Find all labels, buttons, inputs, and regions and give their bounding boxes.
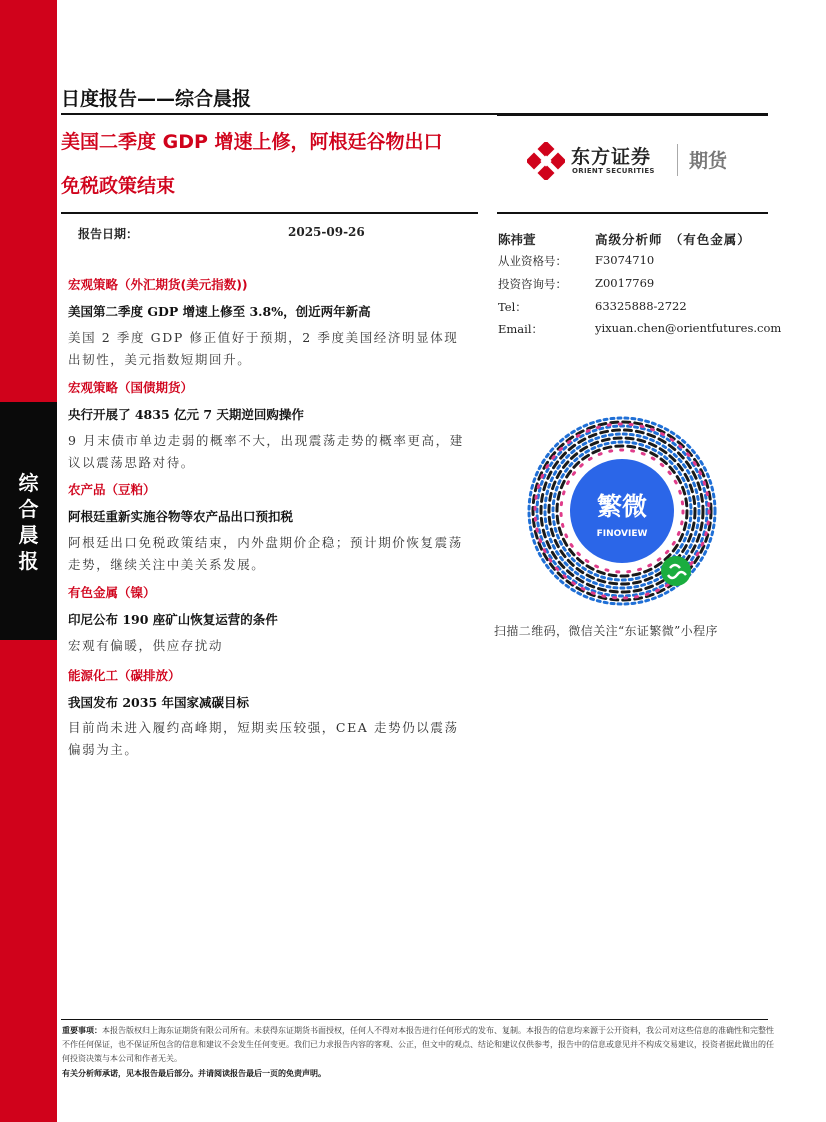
disclaimer-footer: 有关分析师承诺，见本报告最后部分。并请阅读报告最后一页的免责声明。 — [62, 1068, 326, 1078]
analyst-row — [498, 299, 687, 315]
company-logo — [527, 140, 767, 180]
section-body: 宏观有偏暖，供应存扰动 — [68, 638, 224, 653]
title-line: 免税政策结束 — [61, 175, 176, 197]
section-heading: 宏观策略（外汇期货(美元指数)) — [68, 277, 248, 292]
analyst-row-value: F3074710 — [595, 253, 655, 267]
logo-diamond-icon — [527, 142, 565, 180]
logo-top-divider — [497, 115, 768, 116]
logo-division: 期货 — [689, 150, 728, 172]
title-divider — [61, 212, 478, 214]
page-title — [61, 120, 491, 208]
disclaimer-text: 本报告版权归上海东证期货有限公司所有。未获得东证期货书面授权，任何人不得对本报告进行任何形式的发布、复制。本报告的信息均来源于公开资料，我公司对这些信息的准确性和完整性不作任何保证，也不保证所包含的信息和建议不会发生任何变更。我们已力求报告内容的客观、公正，但文中的观点、结论和建议仅供参考，报告中的信息或意见并不构成交易建议，投资者据此做出的任何投资决策与本公司和作者无关。 — [62, 1026, 774, 1063]
analyst-row — [498, 253, 655, 269]
section-heading: 有色金属（镍） — [68, 585, 156, 600]
analyst-title: 高级分析师 （有色金属） — [595, 232, 751, 247]
sidebar-char: 报 — [18, 549, 39, 573]
section-heading: 宏观策略（国债期货） — [68, 380, 194, 395]
analyst-header — [498, 230, 751, 248]
analyst-row-label: Tel： — [498, 300, 527, 314]
sidebar-char: 晨 — [18, 523, 39, 547]
analyst-row-value: Z0017769 — [595, 276, 655, 290]
report-date-value: 2025-09-26 — [288, 225, 365, 239]
sidebar-char: 合 — [18, 497, 39, 521]
qr-center-sub: FINOVIEW — [596, 529, 648, 539]
logo-separator — [677, 144, 678, 176]
section-body: 美国 2 季度 GDP 修正值好于预期，2 季度美国经济明显体现出韧性，美元指数短期回升。 — [68, 330, 459, 367]
analyst-row — [498, 321, 782, 337]
section-subheading: 美国第二季度 GDP 增速上修至 3.8%，创近两年新高 — [68, 304, 371, 319]
section-body: 目前尚未进入履约高峰期，短期卖压较强，CEA 走势仍以震荡偏弱为主。 — [68, 720, 459, 757]
analyst-row — [498, 276, 655, 292]
disclaimer-label: 重要事项： — [62, 1025, 102, 1035]
sidebar-label — [0, 470, 57, 574]
analyst-name: 陈祎萱 — [498, 232, 536, 247]
section-body: 阿根廷出口免税政策结束，内外盘期价企稳；预计期价恢复震荡走势，继续关注中美关系发展。 — [68, 535, 463, 572]
analyst-row-label: 从业资格号： — [498, 254, 567, 268]
disclaimer-divider — [61, 1019, 768, 1020]
title-line: 美国二季度 GDP 增速上修，阿根廷谷物出口 — [61, 131, 443, 153]
section-heading: 能源化工（碳排放） — [68, 668, 181, 683]
analyst-row-label: 投资咨询号： — [498, 277, 567, 291]
mini-program-qr-code[interactable] — [524, 413, 720, 609]
report-date-label: 报告日期： — [78, 227, 139, 241]
section-subheading: 阿根廷重新实施谷物等农产品出口预扣税 — [68, 509, 294, 524]
report-type: 日度报告——综合晨报 — [61, 88, 252, 110]
sidebar-char: 综 — [18, 471, 39, 495]
analyst-divider — [497, 212, 768, 214]
logo-name-en: ORIENT SECURITIES — [572, 167, 655, 175]
section-body: 9 月末债市单边走弱的概率不大，出现震荡走势的概率更高，建议以震荡思路对待。 — [68, 433, 464, 470]
analyst-row-label: Email： — [498, 322, 544, 336]
disclaimer — [62, 1023, 777, 1081]
mini-program-icon — [661, 556, 691, 586]
analyst-row-value: 63325888-2722 — [595, 299, 687, 313]
qr-caption: 扫描二维码，微信关注“东证繁微”小程序 — [494, 624, 718, 638]
section-subheading: 央行开展了 4835 亿元 7 天期逆回购操作 — [68, 407, 304, 422]
qr-center-text: 繁微 — [596, 492, 648, 521]
analyst-email[interactable]: yixuan.chen@orientfutures.com — [595, 321, 782, 335]
logo-name-cn: 东方证券 — [571, 146, 652, 168]
section-subheading: 我国发布 2035 年国家减碳目标 — [68, 695, 249, 710]
section-subheading: 印尼公布 190 座矿山恢复运营的条件 — [68, 612, 278, 627]
section-heading: 农产品（豆粕） — [68, 482, 156, 497]
